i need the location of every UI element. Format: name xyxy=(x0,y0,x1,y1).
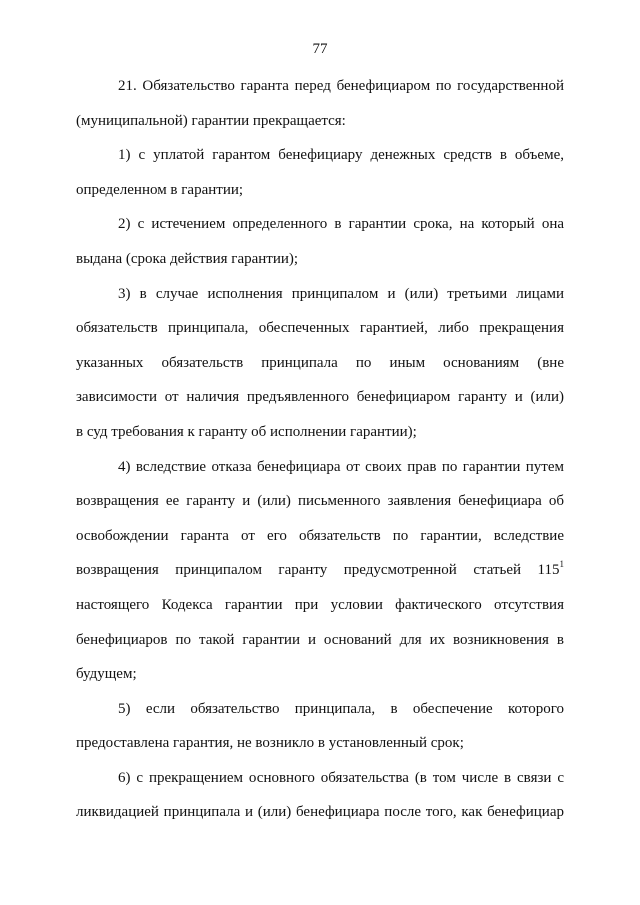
text-line-content: возвращения принципалом гаранту предусмотренной статьей 115 xyxy=(76,562,560,579)
text-line xyxy=(76,450,564,485)
text-line xyxy=(76,69,564,104)
text-line-content: 6) с прекращением основного обязательства (в том числе в связи с xyxy=(118,769,564,786)
superscript: 1 xyxy=(559,559,564,570)
text-line xyxy=(76,207,564,242)
text-line xyxy=(76,380,564,415)
text-line xyxy=(76,623,564,658)
text-line-content: будущем; xyxy=(76,666,137,683)
text-line-content: возвращения ее гаранту и (или) письменного заявления бенефициара об xyxy=(76,493,564,510)
text-line-content: обязательств принципала, обеспеченных гарантией, либо прекращения xyxy=(76,320,564,337)
text-line xyxy=(76,104,564,139)
text-line xyxy=(76,553,564,588)
text-line-content: выдана (срока действия гарантии); xyxy=(76,250,299,267)
text-line-content: в суд требования к гаранту об исполнении гарантии); xyxy=(76,423,417,440)
text-line-content: предоставлена гарантия, не возникло в установленный срок; xyxy=(76,735,464,752)
text-line xyxy=(76,588,564,623)
text-line-content: настоящего Кодекса гарантии при условии фактического отсутствия xyxy=(76,596,564,613)
text-line-content: 5) если обязательство принципала, в обеспечение которого xyxy=(118,700,564,717)
text-line xyxy=(76,484,564,519)
text-line xyxy=(76,657,564,692)
document-body xyxy=(76,69,564,830)
text-line xyxy=(76,726,564,761)
text-line-content: 4) вследствие отказа бенефициара от своих прав по гарантии путем xyxy=(118,458,564,475)
page-number: 77 xyxy=(312,41,328,57)
text-line-content: 3) в случае исполнения принципалом и (или) третьими лицами xyxy=(118,285,564,302)
text-line-content: определенном в гарантии; xyxy=(76,181,244,198)
text-line-content: 21. Обязательство гаранта перед бенефициаром по государственной xyxy=(118,78,564,94)
text-line xyxy=(76,519,564,554)
text-line-content: зависимости от наличия предъявленного бенефициаром гаранту и (или) xyxy=(76,389,564,406)
text-line xyxy=(76,242,564,277)
text-line-content: освобождении гаранта от его обязательств по гарантии, вследствие xyxy=(76,527,564,544)
text-line-content: 1) с уплатой гарантом бенефициару денежных средств в объеме, xyxy=(118,147,564,164)
text-line-content: указанных обязательств принципала по иным основаниям (вне xyxy=(76,354,564,371)
text-line-content: (муниципальной) гарантии прекращается: xyxy=(76,112,346,129)
text-line xyxy=(76,415,564,450)
text-line xyxy=(76,761,564,796)
text-line-content: ликвидацией принципала и (или) бенефициара после того, как бенефициар xyxy=(76,804,564,821)
text-line xyxy=(76,138,564,173)
text-line xyxy=(76,692,564,727)
text-line-content: 2) с истечением определенного в гарантии срока, на который она xyxy=(118,216,564,233)
text-line-content: бенефициаров по такой гарантии и оснований для их возникновения в xyxy=(76,631,564,648)
text-line xyxy=(76,173,564,208)
text-line xyxy=(76,795,564,830)
text-line xyxy=(76,311,564,346)
text-line xyxy=(76,346,564,381)
text-line xyxy=(76,277,564,312)
